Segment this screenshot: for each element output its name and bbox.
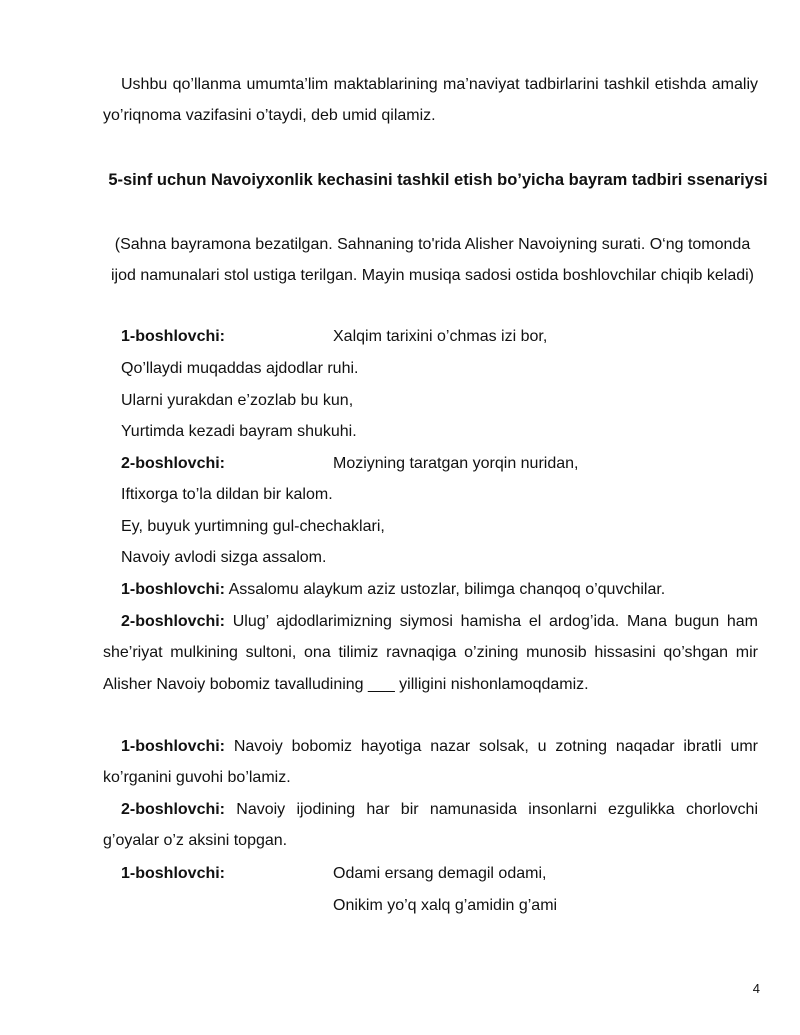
speaker-label: 2-boshlovchi: (121, 801, 226, 818)
verse-line: Moziyning taratgan yorqin nuridan, (333, 455, 579, 472)
verse-line: Yurtimda kezadi bayram shukuhi. (121, 423, 357, 440)
verse1-line1-row (121, 321, 548, 352)
verse-line: Ey, buyuk yurtimning gul-chechaklari, (121, 518, 385, 535)
verse-line: Iftixorga to’la dildan bir kalom. (121, 486, 333, 503)
dialog-paragraph (103, 794, 758, 857)
verse-line: Odami ersang demagil odami, (333, 865, 547, 882)
dialog-paragraph (103, 574, 758, 605)
dialog-text: Ulug’ ajdodlarimizning siymosi hamisha el ardog’ida. Mana bugun ham she’riyat mulkining sultoni, ona tilimiz ravnaqiga o’zining munosib hissasini qo’shgan mir Alisher Navoiy bobomiz tavalludining ___ yilligini nishonlamoqdamiz. (103, 613, 758, 693)
verse-line: Onikim yo’q xalq g’amidin g’ami (333, 897, 558, 914)
speaker-label: 2-boshlovchi: (121, 613, 226, 630)
speaker-label: 1-boshlovchi: (121, 328, 226, 345)
verse-line: Ularni yurakdan e’zozlab bu kun, (121, 392, 354, 409)
verse-line: Qo’llaydi muqaddas ajdodlar ruhi. (121, 360, 359, 377)
verse3-line1-row (121, 858, 547, 889)
speaker-label: 1-boshlovchi: (121, 738, 226, 755)
dialog-text: Navoiy bobomiz hayotiga nazar solsak, u zotning naqadar ibratli umr ko’rganini guvohi bo’lamiz. (103, 738, 758, 787)
verse2-line1-row (121, 448, 579, 479)
verse-line: Xalqim tarixini o’chmas izi bor, (333, 328, 548, 345)
speaker-label: 1-boshlovchi: (121, 865, 226, 882)
scenario-title: 5-sinf uchun Navoiyxonlik kechasini tashkil etish bo’yicha bayram tadbiri ssenariysi (108, 171, 768, 189)
verse-line: Navoiy avlodi sizga assalom. (121, 549, 327, 566)
stage-direction: (Sahna bayramona bezatilgan. Sahnaning to'rida Alisher Navoiyning surati. O‘ng tomonda ijod namunalari stol ustiga terilgan. Mayin musiqa sadosi ostida boshlovchilar chiqib keladi) (111, 236, 754, 285)
speaker-label: 2-boshlovchi: (121, 455, 226, 472)
dialog-text: Assalomu alaykum aziz ustozlar, bilimga chanqoq o’quvchilar. (225, 581, 666, 598)
speaker-label: 1-boshlovchi: (121, 581, 226, 598)
page-number: 4 (752, 981, 760, 996)
dialog-paragraph (103, 731, 758, 794)
dialog-paragraph (103, 606, 758, 700)
dialog-text: Navoiy ijodining har bir namunasida insonlarni ezgulikka chorlovchi g’oyalar o’z aksini topgan. (103, 801, 758, 850)
intro-paragraph: Ushbu qo’llanma umumta’lim maktablarining ma’naviyat tadbirlarini tashkil etishda amaliy yo’riqnoma vazifasini o’taydi, deb umid qilamiz. (103, 76, 758, 125)
